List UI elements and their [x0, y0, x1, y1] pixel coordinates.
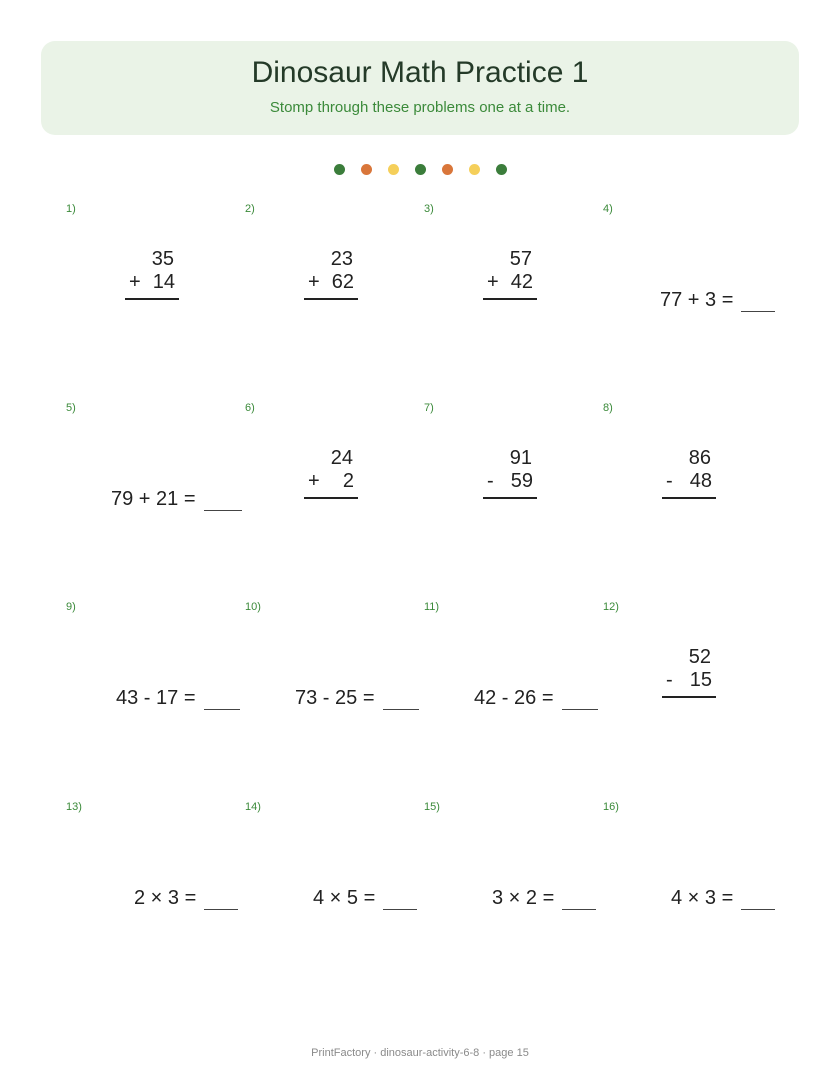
operator: - [487, 470, 494, 492]
answer-blank[interactable] [741, 311, 775, 312]
problem-12 [578, 601, 758, 801]
problem-number: 7) [424, 402, 434, 414]
problem-number: 3) [424, 203, 434, 215]
decorative-dot [361, 164, 372, 175]
expression: 79 + 21 = [111, 488, 196, 510]
vertical-problem [483, 248, 537, 300]
problem-15 [399, 801, 579, 1001]
problem-7 [399, 402, 579, 602]
answer-line [662, 497, 716, 499]
problem-number: 8) [603, 402, 613, 414]
top-operand: 91 [509, 447, 532, 469]
problem-number: 9) [66, 601, 76, 613]
operator: + [487, 271, 499, 293]
operator: - [666, 470, 673, 492]
bottom-operand: 15 [689, 669, 712, 691]
problem-4 [578, 203, 758, 403]
bottom-operand: 59 [510, 470, 533, 492]
problem-16 [578, 801, 758, 1001]
answer-line [304, 298, 358, 300]
answer-line [662, 696, 716, 698]
horizontal-problem [660, 289, 775, 312]
problem-number: 6) [245, 402, 255, 414]
problem-number: 12) [603, 601, 619, 613]
expression: 4 × 5 = [313, 887, 376, 909]
problem-5 [41, 402, 221, 602]
bottom-operand: 62 [331, 271, 354, 293]
page-footer: PrintFactory · dinosaur-activity-6-8 · page 15 [311, 1047, 529, 1059]
problem-number: 11) [424, 601, 440, 613]
vertical-problem [662, 646, 716, 698]
expression: 73 - 25 = [295, 687, 375, 709]
top-operand: 57 [509, 248, 532, 270]
expression: 77 + 3 = [660, 289, 734, 311]
problem-3 [399, 203, 579, 403]
expression: 42 - 26 = [474, 687, 554, 709]
problem-13 [41, 801, 221, 1001]
problem-6 [220, 402, 400, 602]
answer-line [483, 497, 537, 499]
problem-11 [399, 601, 579, 801]
decorative-dot [415, 164, 426, 175]
bottom-operand: 14 [152, 271, 175, 293]
answer-line [483, 298, 537, 300]
top-operand: 35 [151, 248, 174, 270]
answer-blank[interactable] [741, 909, 775, 910]
decorative-dot [496, 164, 507, 175]
decorative-dot [442, 164, 453, 175]
problem-14 [220, 801, 400, 1001]
vertical-problem [304, 447, 358, 499]
operator: - [666, 669, 673, 691]
problem-9 [41, 601, 221, 801]
horizontal-problem [671, 887, 775, 910]
problem-number: 14) [245, 801, 261, 813]
expression: 2 × 3 = [134, 887, 197, 909]
answer-line [125, 298, 179, 300]
operator: + [308, 271, 320, 293]
vertical-problem [125, 248, 179, 300]
top-operand: 23 [330, 248, 353, 270]
vertical-problem [483, 447, 537, 499]
expression: 3 × 2 = [492, 887, 555, 909]
operator: + [308, 470, 320, 492]
problem-1 [41, 203, 221, 403]
problem-number: 4) [603, 203, 613, 215]
answer-line [304, 497, 358, 499]
operator: + [129, 271, 141, 293]
bottom-operand: 42 [510, 271, 533, 293]
problem-number: 15) [424, 801, 440, 813]
problem-8 [578, 402, 758, 602]
top-operand: 24 [330, 447, 353, 469]
problem-10 [220, 601, 400, 801]
page-title: Dinosaur Math Practice 1 [251, 56, 589, 89]
problem-number: 1) [66, 203, 76, 215]
bottom-operand: 48 [689, 470, 712, 492]
page-subtitle: Stomp through these problems one at a time. [269, 99, 571, 116]
worksheet-header [41, 41, 799, 135]
decorative-dot [469, 164, 480, 175]
decorative-dots [0, 164, 840, 175]
problem-number: 2) [245, 203, 255, 215]
problem-number: 13) [66, 801, 82, 813]
top-operand: 52 [688, 646, 711, 668]
expression: 43 - 17 = [116, 687, 196, 709]
problem-number: 10) [245, 601, 261, 613]
decorative-dot [388, 164, 399, 175]
problem-number: 16) [603, 801, 619, 813]
vertical-problem [304, 248, 358, 300]
problem-number: 5) [66, 402, 76, 414]
expression: 4 × 3 = [671, 887, 734, 909]
decorative-dot [334, 164, 345, 175]
bottom-operand: 2 [342, 470, 354, 492]
problem-2 [220, 203, 400, 403]
vertical-problem [662, 447, 716, 499]
top-operand: 86 [688, 447, 711, 469]
